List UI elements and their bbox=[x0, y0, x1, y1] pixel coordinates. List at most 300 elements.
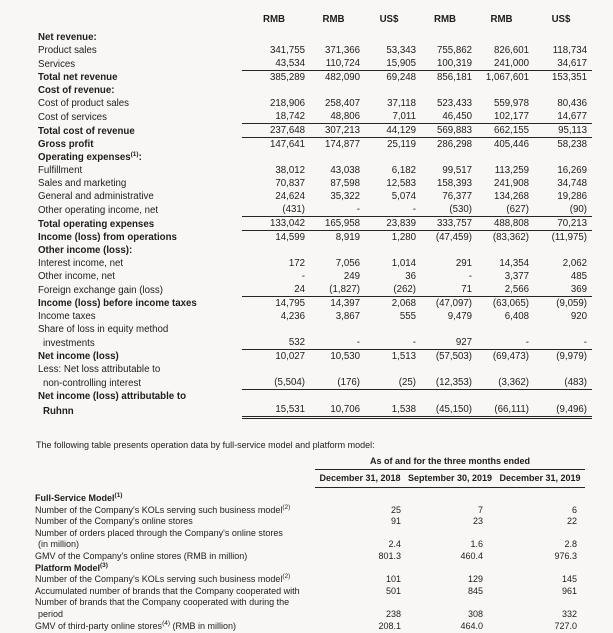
footnote-marker: (4) bbox=[162, 619, 171, 627]
value-cell: 927 bbox=[417, 336, 473, 350]
table-row bbox=[38, 110, 592, 124]
value-cell: (25) bbox=[361, 376, 417, 390]
row-label: Operating expenses$^{(1)}$: bbox=[38, 150, 142, 163]
row-label: (in million) bbox=[38, 539, 80, 550]
table-row bbox=[38, 124, 592, 138]
value-cell: 147,641 bbox=[269, 139, 305, 150]
row-label: Total operating expenses bbox=[38, 218, 155, 230]
value-cell bbox=[361, 390, 417, 404]
table-row bbox=[38, 84, 592, 97]
currency-header: US$ bbox=[551, 14, 571, 25]
value-cell bbox=[242, 363, 306, 376]
value-cell bbox=[306, 363, 361, 376]
value-cell: (90) bbox=[530, 203, 592, 217]
value-cell: 34,617 bbox=[530, 57, 592, 71]
value-cell: 2.8 bbox=[564, 539, 577, 550]
value-cell: (47,097) bbox=[435, 298, 472, 309]
value-cell: 307,213 bbox=[306, 124, 361, 138]
table-row bbox=[35, 621, 585, 633]
row-label: Cost of product sales bbox=[38, 98, 130, 109]
row-label: Number of the Company's online stores bbox=[35, 516, 193, 527]
value-cell bbox=[315, 563, 405, 575]
value-cell: 14,599 bbox=[275, 232, 305, 243]
value-cell: 2,068 bbox=[391, 298, 416, 309]
value-cell: 3,377 bbox=[504, 271, 529, 282]
value-cell: (9,496) bbox=[530, 403, 592, 418]
value-cell: 35,322 bbox=[330, 191, 360, 202]
value-cell: (627) bbox=[473, 203, 530, 217]
row-label: Fulfillment bbox=[38, 165, 83, 176]
value-cell bbox=[473, 31, 530, 44]
value-cell: 95,113 bbox=[530, 124, 592, 138]
table-row bbox=[38, 297, 592, 311]
row-label: Less: Net loss attributable to bbox=[38, 364, 161, 375]
value-cell: 485 bbox=[570, 271, 587, 282]
value-cell bbox=[530, 323, 592, 336]
header-spacer bbox=[38, 13, 242, 31]
value-cell: 523,433 bbox=[436, 98, 472, 109]
table-row bbox=[38, 244, 592, 257]
value-cell bbox=[405, 563, 495, 575]
value-cell: 1,538 bbox=[361, 403, 417, 418]
row-label: period bbox=[38, 608, 64, 619]
value-cell: 10,530 bbox=[330, 351, 360, 362]
value-cell: 14,795 bbox=[275, 298, 305, 309]
table-row bbox=[38, 283, 592, 297]
value-cell bbox=[473, 363, 530, 376]
value-cell: (12,353) bbox=[417, 376, 473, 390]
value-cell: (176) bbox=[306, 376, 361, 390]
row-label: Foreign exchange gain (loss) bbox=[38, 284, 163, 296]
value-cell bbox=[417, 323, 473, 336]
row-label: Income taxes bbox=[38, 311, 96, 322]
row-label: Cost of revenue: bbox=[38, 85, 115, 96]
value-cell: 532 bbox=[242, 336, 306, 350]
value-cell: 102,177 bbox=[473, 110, 530, 124]
table-row bbox=[38, 57, 592, 71]
value-cell: 134,268 bbox=[493, 191, 529, 202]
value-cell: 38,012 bbox=[275, 165, 305, 176]
value-cell: 8,919 bbox=[335, 232, 360, 243]
value-cell: 23 bbox=[472, 516, 483, 527]
value-cell: 856,181 bbox=[436, 72, 472, 83]
value-cell: (45,150) bbox=[417, 403, 473, 418]
table-row bbox=[38, 151, 592, 164]
value-cell: 308 bbox=[467, 608, 483, 619]
value-cell bbox=[495, 488, 585, 505]
value-cell bbox=[530, 31, 592, 44]
value-cell bbox=[473, 84, 530, 97]
row-label: Ruhnn bbox=[43, 405, 74, 417]
value-cell: 218,906 bbox=[269, 98, 305, 109]
value-cell: (11,975) bbox=[551, 232, 587, 243]
value-cell: 43,038 bbox=[330, 165, 360, 176]
value-cell: 58,238 bbox=[557, 139, 587, 150]
value-cell: 976.3 bbox=[554, 550, 577, 561]
value-cell: 110,724 bbox=[306, 57, 361, 71]
value-cell bbox=[361, 363, 417, 376]
value-cell: 10,027 bbox=[275, 351, 305, 362]
value-cell: 12,583 bbox=[386, 178, 416, 189]
operation-data-note: The following table presents operation data by full-service model and platform model: bbox=[36, 440, 375, 450]
table-row bbox=[38, 177, 592, 190]
table-row bbox=[35, 574, 585, 586]
value-cell: 36 bbox=[405, 271, 416, 282]
row-label: Net income (loss) attributable to bbox=[38, 391, 187, 402]
value-cell: - bbox=[306, 336, 361, 350]
row-label: GMV of third-party online stores$^{(4)}$ (RMB in million) bbox=[35, 619, 237, 631]
value-cell bbox=[417, 244, 473, 257]
value-cell: (63,065) bbox=[492, 298, 529, 309]
value-cell: 53,343 bbox=[386, 45, 416, 56]
value-cell: (66,111) bbox=[473, 403, 530, 418]
value-cell: 14,677 bbox=[530, 110, 592, 124]
value-cell: 118,734 bbox=[552, 45, 587, 56]
row-label: Cost of services bbox=[38, 111, 107, 123]
value-cell: 385,289 bbox=[269, 72, 305, 83]
value-cell bbox=[242, 244, 306, 257]
value-cell: (9,059) bbox=[556, 298, 587, 309]
value-cell bbox=[242, 84, 306, 97]
currency-header: RMB bbox=[262, 14, 286, 25]
row-label: Product sales bbox=[38, 45, 97, 56]
value-cell bbox=[306, 151, 361, 164]
table-row bbox=[35, 528, 585, 540]
value-cell: 1,067,601 bbox=[485, 72, 529, 83]
value-cell: 1,280 bbox=[391, 232, 416, 243]
value-cell: 369 bbox=[530, 283, 592, 297]
value-cell: (9,979) bbox=[556, 351, 587, 362]
footnote-marker: (3) bbox=[100, 561, 108, 569]
value-cell: - bbox=[306, 203, 361, 217]
value-cell: 25,119 bbox=[387, 139, 416, 150]
row-label: Other operating income, net bbox=[38, 204, 159, 216]
table-row bbox=[38, 203, 592, 217]
value-cell: 16,269 bbox=[557, 165, 587, 176]
value-cell: 133,042 bbox=[242, 217, 306, 231]
value-cell: 80,436 bbox=[557, 98, 587, 109]
value-cell: (1,827) bbox=[306, 283, 361, 297]
table-row bbox=[38, 403, 592, 418]
value-cell: 10,706 bbox=[306, 403, 361, 418]
value-cell: 24 bbox=[242, 283, 306, 297]
date-header: December 31, 2019 bbox=[495, 470, 585, 488]
value-cell: (431) bbox=[242, 203, 306, 217]
value-cell bbox=[405, 528, 495, 540]
table-row bbox=[38, 97, 592, 110]
value-cell bbox=[242, 151, 306, 164]
row-label: Full-Service Model$^{(1)}$ bbox=[35, 492, 123, 503]
value-cell: 158,393 bbox=[436, 178, 472, 189]
value-cell: 6,408 bbox=[504, 311, 529, 322]
value-cell bbox=[405, 488, 495, 505]
value-cell: 71 bbox=[417, 283, 473, 297]
table-row bbox=[38, 217, 592, 231]
row-label: Total cost of revenue bbox=[38, 125, 135, 137]
value-cell: 501 bbox=[385, 585, 401, 596]
value-cell bbox=[495, 597, 585, 609]
value-cell: 9,479 bbox=[447, 311, 472, 322]
value-cell: 7 bbox=[477, 504, 483, 515]
value-cell bbox=[405, 597, 495, 609]
value-cell bbox=[242, 390, 306, 404]
value-cell: 24,624 bbox=[275, 191, 305, 202]
value-cell: 405,446 bbox=[493, 139, 529, 150]
row-label: Total net revenue bbox=[38, 72, 118, 83]
value-cell bbox=[306, 84, 361, 97]
value-cell: 23,839 bbox=[361, 217, 417, 231]
value-cell: 371,366 bbox=[324, 45, 360, 56]
value-cell: 25 bbox=[390, 504, 401, 515]
value-cell: 14,354 bbox=[499, 258, 529, 269]
value-cell bbox=[361, 244, 417, 257]
value-cell bbox=[306, 244, 361, 257]
table-row bbox=[38, 257, 592, 270]
value-cell: 559,978 bbox=[493, 98, 529, 109]
value-cell: 241,000 bbox=[473, 57, 530, 71]
value-cell bbox=[530, 390, 592, 404]
value-cell: 145 bbox=[561, 574, 577, 585]
value-cell: 172 bbox=[288, 258, 305, 269]
income-statement-table bbox=[38, 13, 592, 419]
value-cell bbox=[473, 244, 530, 257]
value-cell: 19,286 bbox=[557, 191, 587, 202]
value-cell: - bbox=[468, 271, 472, 282]
value-cell: 174,877 bbox=[324, 139, 360, 150]
table-row bbox=[38, 350, 592, 364]
value-cell: 100,319 bbox=[417, 57, 473, 71]
value-cell: - bbox=[361, 203, 417, 217]
date-header-row bbox=[35, 470, 585, 488]
table-row bbox=[35, 505, 585, 517]
table-row bbox=[38, 31, 592, 44]
value-cell: 43,534 bbox=[242, 57, 306, 71]
value-cell: 91 bbox=[390, 516, 401, 527]
table-row bbox=[35, 563, 585, 575]
value-cell bbox=[417, 151, 473, 164]
row-label: Accumulated number of brands that the Company cooperated with bbox=[35, 585, 300, 596]
table-row bbox=[35, 586, 585, 598]
value-cell: (83,362) bbox=[492, 232, 529, 243]
value-cell: 208.1 bbox=[378, 620, 401, 631]
value-cell bbox=[361, 84, 417, 97]
table-row bbox=[35, 516, 585, 528]
currency-header-row bbox=[38, 13, 592, 31]
value-cell: (530) bbox=[417, 203, 473, 217]
value-cell: 2,566 bbox=[473, 283, 530, 297]
operation-data-table bbox=[35, 455, 585, 632]
value-cell bbox=[495, 528, 585, 540]
value-cell: 46,450 bbox=[417, 110, 473, 124]
value-cell: 482,090 bbox=[324, 72, 360, 83]
table-row bbox=[38, 323, 592, 336]
value-cell: 15,905 bbox=[361, 57, 417, 71]
value-cell bbox=[306, 323, 361, 336]
row-label: Income (loss) from operations bbox=[38, 232, 177, 243]
value-cell: 727.0 bbox=[554, 620, 577, 631]
row-label: investments bbox=[43, 337, 95, 349]
value-cell bbox=[473, 151, 530, 164]
value-cell: 801.3 bbox=[378, 550, 401, 561]
value-cell: 258,407 bbox=[324, 98, 360, 109]
value-cell: 555 bbox=[399, 311, 416, 322]
value-cell: 37,118 bbox=[387, 98, 416, 109]
header-spacer bbox=[35, 470, 315, 488]
value-cell: 6 bbox=[571, 504, 577, 515]
table-row bbox=[35, 597, 585, 609]
value-cell: (57,503) bbox=[435, 351, 472, 362]
value-cell: 5,074 bbox=[391, 191, 416, 202]
period-span-header-row bbox=[35, 455, 585, 470]
value-cell: 22 bbox=[566, 516, 577, 527]
value-cell: - bbox=[530, 336, 592, 350]
value-cell: 14,397 bbox=[330, 298, 360, 309]
value-cell bbox=[361, 323, 417, 336]
row-label: Net revenue: bbox=[38, 32, 97, 43]
value-cell bbox=[306, 390, 361, 404]
period-span-header: As of and for the three months ended bbox=[315, 455, 585, 470]
value-cell: 2.4 bbox=[388, 539, 401, 550]
table-row bbox=[35, 551, 585, 563]
value-cell: 18,742 bbox=[242, 110, 306, 124]
value-cell: 488,808 bbox=[473, 217, 530, 231]
value-cell: 70,213 bbox=[530, 217, 592, 231]
currency-header: RMB bbox=[490, 14, 513, 25]
value-cell: 7,056 bbox=[335, 258, 360, 269]
value-cell bbox=[242, 31, 306, 44]
value-cell: 826,601 bbox=[493, 45, 529, 56]
value-cell: 153,351 bbox=[551, 72, 587, 83]
table-row bbox=[38, 44, 592, 57]
value-cell: 241,908 bbox=[493, 178, 529, 189]
table-row bbox=[35, 609, 585, 621]
value-cell: 569,883 bbox=[417, 124, 473, 138]
row-label: non-controlling interest bbox=[43, 377, 142, 389]
value-cell: 48,806 bbox=[306, 110, 361, 124]
value-cell: 70,837 bbox=[275, 178, 305, 189]
value-cell bbox=[242, 323, 306, 336]
value-cell: 113,259 bbox=[494, 165, 529, 176]
value-cell bbox=[306, 31, 361, 44]
value-cell: 7,011 bbox=[361, 110, 417, 124]
value-cell bbox=[417, 31, 473, 44]
value-cell bbox=[530, 363, 592, 376]
row-label: Platform Model$^{(3)}$ bbox=[35, 561, 108, 573]
value-cell: - bbox=[361, 336, 417, 350]
value-cell bbox=[473, 323, 530, 336]
date-header: December 31, 2018 bbox=[315, 470, 405, 488]
value-cell bbox=[417, 363, 473, 376]
table-row bbox=[38, 310, 592, 323]
row-label: Gross profit bbox=[38, 139, 94, 150]
row-label: GMV of the Company's online stores (RMB in million) bbox=[35, 550, 248, 561]
table-row bbox=[35, 488, 585, 505]
table-row bbox=[38, 376, 592, 390]
value-cell: (483) bbox=[530, 376, 592, 390]
row-label: Services bbox=[38, 58, 76, 70]
value-cell bbox=[495, 563, 585, 575]
value-cell: (69,473) bbox=[492, 351, 529, 362]
value-cell: 464.0 bbox=[460, 620, 483, 631]
value-cell: 165,958 bbox=[306, 217, 361, 231]
table-row bbox=[38, 138, 592, 152]
row-label: Number of brands that the Company cooperated with during the bbox=[35, 597, 290, 608]
table-row bbox=[38, 71, 592, 85]
footnote-marker: (1) bbox=[114, 492, 123, 499]
value-cell: 291 bbox=[455, 258, 472, 269]
value-cell: 15,531 bbox=[242, 403, 306, 418]
row-label: Sales and marketing bbox=[38, 178, 127, 189]
value-cell: 1.6 bbox=[470, 539, 483, 550]
value-cell: - bbox=[473, 336, 530, 350]
row-label: Number of the Company's KOLs serving such business model$^{(2)}$ bbox=[35, 503, 291, 515]
value-cell: 237,648 bbox=[242, 124, 306, 138]
value-cell: 3,867 bbox=[335, 311, 360, 322]
table-row bbox=[38, 190, 592, 203]
value-cell: (262) bbox=[361, 283, 417, 297]
table-row bbox=[38, 390, 592, 404]
value-cell: 34,748 bbox=[557, 178, 587, 189]
value-cell: 129 bbox=[467, 574, 483, 585]
header-spacer bbox=[35, 455, 315, 470]
value-cell bbox=[315, 597, 405, 609]
value-cell: 4,236 bbox=[280, 311, 305, 322]
value-cell bbox=[473, 390, 530, 404]
value-cell: 44,129 bbox=[361, 124, 417, 138]
value-cell: 961 bbox=[561, 585, 577, 596]
value-cell bbox=[530, 151, 592, 164]
value-cell: 99,517 bbox=[442, 165, 472, 176]
value-cell: (3,362) bbox=[473, 376, 530, 390]
row-label: Interest income, net bbox=[38, 258, 124, 269]
row-label: Number of orders placed through the Company's online stores bbox=[35, 527, 283, 538]
footnote-marker: (2) bbox=[282, 573, 291, 581]
value-cell: 249 bbox=[343, 271, 360, 282]
row-label: Other income, net bbox=[38, 271, 115, 282]
date-header: September 30, 2019 bbox=[405, 470, 495, 488]
row-label: Other income (loss): bbox=[38, 245, 133, 256]
value-cell: 460.4 bbox=[460, 550, 483, 561]
value-cell: 6,182 bbox=[391, 165, 416, 176]
table-row bbox=[35, 539, 585, 551]
value-cell: (5,504) bbox=[242, 376, 306, 390]
row-label: Share of loss in equity method bbox=[38, 324, 169, 335]
value-cell: 755,862 bbox=[436, 45, 472, 56]
table-row bbox=[38, 336, 592, 350]
value-cell bbox=[530, 84, 592, 97]
value-cell: 341,755 bbox=[269, 45, 305, 56]
value-cell bbox=[361, 31, 417, 44]
value-cell: 845 bbox=[467, 585, 483, 596]
value-cell: 238 bbox=[385, 608, 401, 619]
value-cell: 76,377 bbox=[442, 191, 472, 202]
table-row bbox=[38, 231, 592, 245]
value-cell: 332 bbox=[561, 608, 577, 619]
value-cell: 2,062 bbox=[562, 258, 587, 269]
footnote-marker: (2) bbox=[282, 503, 291, 511]
value-cell: 662,155 bbox=[473, 124, 530, 138]
value-cell bbox=[417, 390, 473, 404]
value-cell: 286,298 bbox=[436, 139, 472, 150]
table-row bbox=[38, 164, 592, 177]
value-cell: (47,459) bbox=[435, 232, 472, 243]
table-row bbox=[38, 270, 592, 283]
value-cell bbox=[315, 488, 405, 505]
value-cell: 1,513 bbox=[391, 351, 416, 362]
value-cell bbox=[417, 84, 473, 97]
row-label: Number of the Company's KOLs serving such business model$^{(2)}$ bbox=[35, 573, 291, 585]
row-label: Income (loss) before income taxes bbox=[38, 298, 197, 309]
